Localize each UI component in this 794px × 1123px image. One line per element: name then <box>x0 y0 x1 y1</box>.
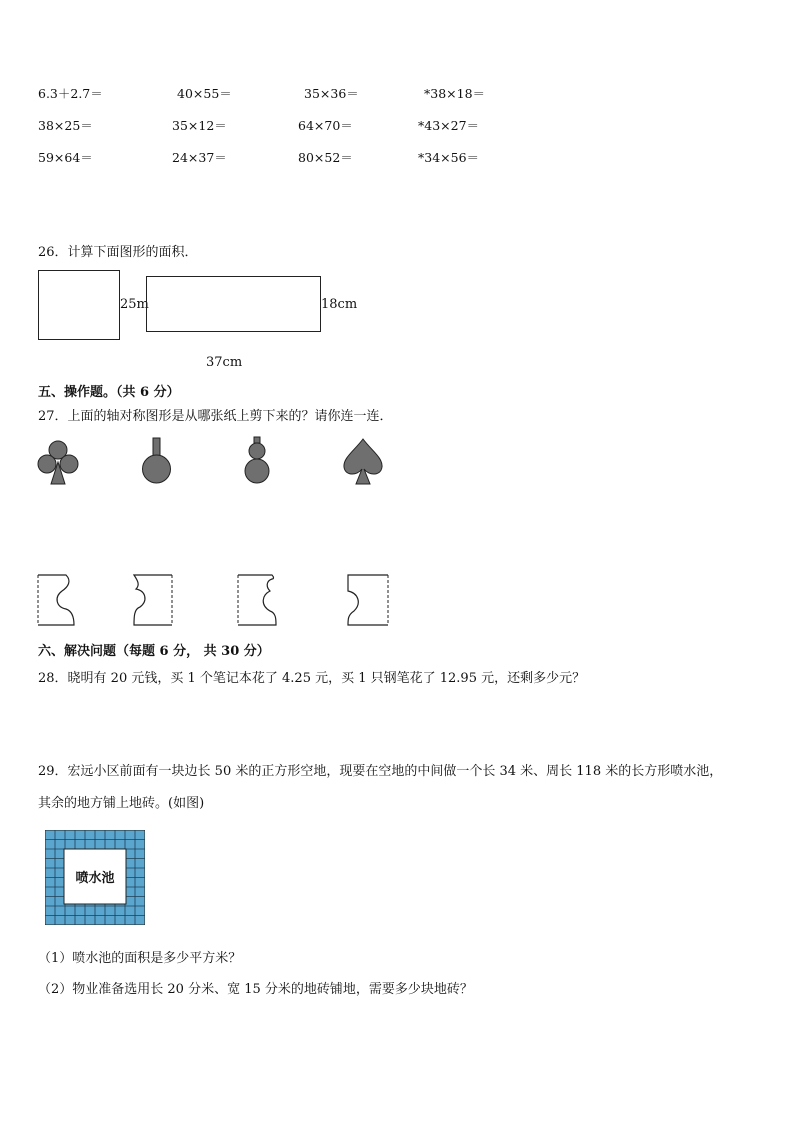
calc-item: 59×64＝ <box>38 150 93 165</box>
question-29-sub1: （1）喷水池的面积是多少平方米？ <box>38 951 242 966</box>
calc-item: 24×37＝ <box>172 150 227 165</box>
pool-label: 喷水池 <box>75 871 115 886</box>
calc-item: 80×52＝ <box>298 150 353 165</box>
calc-item: 6.3＋2.7＝ <box>38 86 103 101</box>
calc-item: *38×18＝ <box>424 86 486 101</box>
calc-item: 35×36＝ <box>304 86 359 101</box>
question-26: 26．计算下面图形的面积． <box>38 245 198 260</box>
spade-shape <box>340 436 386 486</box>
calc-item: *43×27＝ <box>418 118 480 133</box>
question-28: 28．晓明有 20 元钱，买 1 个笔记本花了 4.25 元，买 1 只钢笔花了 12.95 元，还剩多少元？ <box>38 671 586 686</box>
club-shape <box>36 438 80 486</box>
calc-item: 40×55＝ <box>177 86 232 101</box>
paper-piece-1 <box>36 573 76 627</box>
gourd-shape <box>240 436 274 486</box>
keyhole-shape <box>140 436 174 486</box>
question-29-sub2: （2）物业准备选用长 20 分米、宽 15 分米的地砖铺地，需要多少块地砖？ <box>38 982 473 997</box>
rect-height-label: 18cm <box>321 297 358 312</box>
question-27: 27．上面的轴对称图形是从哪张纸上剪下来的？请你连一连． <box>38 409 393 424</box>
calc-item: 38×25＝ <box>38 118 93 133</box>
calc-item: 35×12＝ <box>172 118 227 133</box>
paper-piece-2 <box>130 573 174 627</box>
paper-piece-3 <box>236 573 280 627</box>
rectangle-figure <box>146 276 321 332</box>
section-5-title: 五、操作题。（共 6 分） <box>38 385 180 400</box>
square-side-label: 25m <box>120 297 149 312</box>
paper-piece-4 <box>344 573 390 627</box>
calc-item: 64×70＝ <box>298 118 353 133</box>
question-29-line2: 其余的地方铺上地砖。(如图) <box>38 796 205 811</box>
section-6-title: 六、解决问题（每题 6 分， 共 30 分） <box>38 644 270 659</box>
calc-item: *34×56＝ <box>418 150 480 165</box>
square-figure <box>38 270 120 340</box>
question-29-line1: 29．宏远小区前面有一块边长 50 米的正方形空地，现要在空地的中间做一个长 34 米、周长 118 米的长方形喷水池， <box>38 764 723 779</box>
rect-width-label: 37cm <box>206 355 243 370</box>
